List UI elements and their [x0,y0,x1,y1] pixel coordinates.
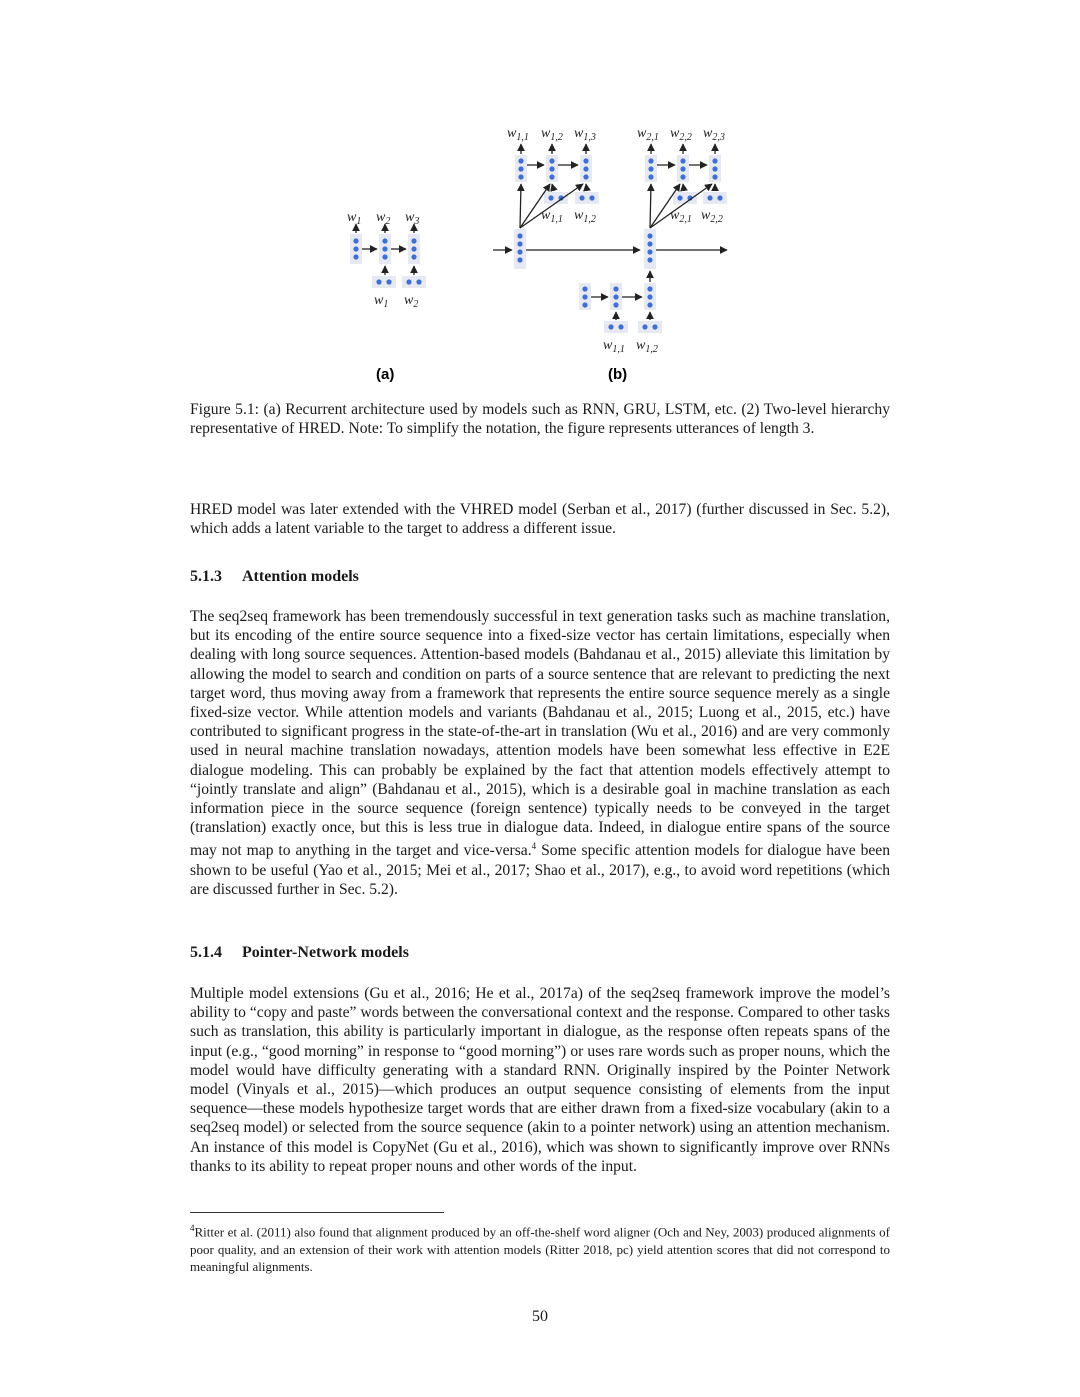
a-hidden-node-3 [408,234,420,264]
panel-a-diagram [347,210,426,310]
paragraph-pointer: Multiple model extensions (Gu et al., 2016; He et al., 2017a) of the seq2seq framework improve the model’s ability to “copy and paste” words between the conversational context and the response. Compared to other tasks such as translation, this ability is particularly important in dialogue, as the response often repeats spans of the input (e.g., “good morning” in response to “good morning”) or uses rare words such as proper nouns, which the model would have difficulty generating with a standard RNN. Originally inspired by the Pointer Network model (Vinyals et al., 2015)—which produces an output sequence consisting of elements from the input sequence—these models hypothesize target words that are either drawn from a fixed-size vocabulary (akin to a seq2seq model) or selected from the source sequence (akin to a pointer network) using an attention mechanism. An instance of this model is CopyNet (Gu et al., 2016), which was shown to significantly improve over RNNs thanks to its ability to repeat proper nouns and other words of the input. [190,985,890,1175]
b-top-out-label-1-3: $w_{1,3}$ [574,126,596,143]
paragraph-attention-tail: Some specific attention models for dialogue have been shown to be useful (Yao et al., 2015; Mei et al., 2017; Shao et al., 2017), e.g., to avoid word repetitions (which are discussed further in Sec. 5.2). [190,842,891,899]
b-top-in-label-1-1: $w_{1,1}$ [541,208,563,225]
b-decoder-2 [645,155,727,204]
b-top-out-label-1-2: $w_{1,2}$ [541,126,563,143]
a-out-label-1: $w_1$ [347,210,362,227]
panel-a-label: (a) [376,366,395,383]
b-bottom-in-label-2: $w_{1,2}$ [636,338,658,355]
section-heading-pointer [190,944,409,962]
paragraph-attention-body: The seq2seq framework has been tremendously successful in text generation tasks such as machine translation, but its encoding of the entire source sequence into a fixed-size vector has certain limitations, especially when dealing with long source sequences. Attention-based models (Bahdanau et al., 2015) alleviate this limitation by allowing the model to search and condition on parts of a source sentence that are relevant to predicting the next target word, thus moving away from a framework that represents the entire source sequence merely as a single fixed-size vector. While attention models and variants (Bahdanau et al., 2015; Luong et al., 2015, etc.) have contributed to significant progress in the state-of-the-art in translation (Wu et al., 2016) and are very commonly used in neural machine translation nowadays, attention models have been somewhat less effective in E2E dialogue modeling. This can probably be explained by the fact that attention models effectively attempt to “jointly translate and align” (Bahdanau et al., 2015), which is a desirable goal in machine translation as each information piece in the source sequence (foreign sentence) typically needs to be conveyed in the target (translation) exactly once, but this is less true in dialogue data. Indeed, in dialogue entire spans of the source may not map to anything in the target and vice-versa. [190,608,890,860]
b-bottom-in-label-1: $w_{1,1}$ [603,338,625,355]
a-hidden-node-1 [350,234,362,264]
section-title: Attention models [242,568,359,585]
a-hidden-node-2 [379,234,391,264]
section-heading-attention [190,568,359,586]
b-context-node-1 [514,229,526,269]
a-in-label-2: $w_2$ [404,293,419,310]
section-number: 5.1.4 [190,944,222,961]
a-in-label-1: $w_1$ [374,293,389,310]
figure-5-1 [0,0,1080,400]
a-embedding-1 [372,276,396,288]
figure-caption: Figure 5.1: (a) Recurrent architecture used by models such as RNN, GRU, LSTM, etc. (2) Two-level hierarchy representative of HRED. Note: To simplify the notation, the figure represents utterances of length 3. [190,401,890,438]
footnote-divider [190,1212,444,1213]
page-number: 50 [532,1308,548,1325]
b-encoder [579,283,662,333]
b-top-out-label-2-1: $w_{2,1}$ [637,126,659,143]
paragraph-hred: HRED model was later extended with the VHRED model (Serban et al., 2017) (further discussed in Sec. 5.2), which adds a latent variable to the target to address a different issue. [190,501,890,538]
a-embedding-2 [402,276,426,288]
footnote-text: Ritter et al. (2011) also found that alignment produced by an off-the-shelf word aligner (Och and Ney, 2003) produced alignments of poor quality, and an extension of their work with attention models (Ritter 2018, pc) yield attention scores that did not correspond to meaningful alignments. [190,1224,890,1275]
footnote-reference[interactable]: 4 [531,841,537,852]
b-top-in-label-1-2: $w_{1,2}$ [574,208,596,225]
paragraph-attention [190,607,890,899]
b-decoder-1 [515,155,599,204]
b-top-out-label-1-1: $w_{1,1}$ [507,126,529,143]
footnote-mark: 4 [190,1223,195,1233]
b-top-out-label-2-3: $w_{2,3}$ [703,126,725,143]
b-context-node-2 [644,229,656,269]
panel-b-label: (b) [608,366,628,383]
footnote [190,1220,890,1276]
section-title: Pointer-Network models [242,944,409,961]
a-out-label-2: $w_2$ [376,210,391,227]
b-top-out-label-2-2: $w_{2,2}$ [670,126,692,143]
a-out-label-3: $w_3$ [405,210,420,227]
section-number: 5.1.3 [190,568,222,585]
panel-b-diagram [493,126,727,355]
b-top-in-label-2-1: $w_{2,1}$ [670,208,692,225]
b-top-in-label-2-2: $w_{2,2}$ [701,208,723,225]
